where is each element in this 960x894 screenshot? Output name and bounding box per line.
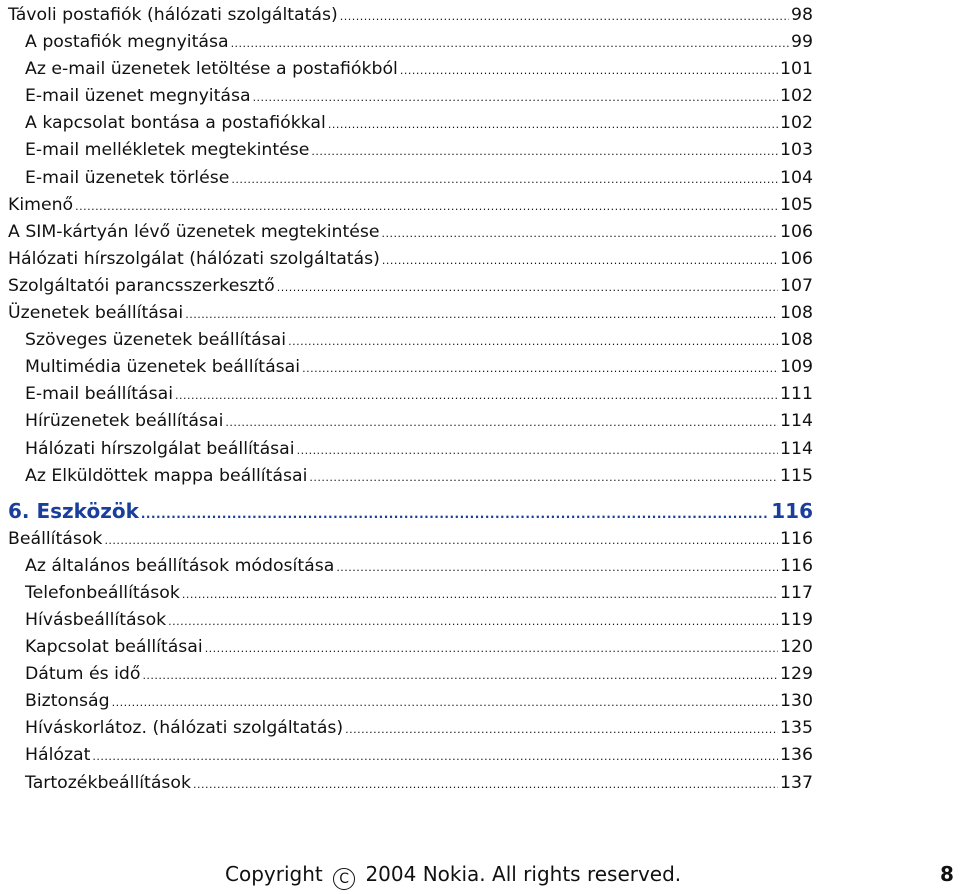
toc-entry-title: Beállítások [8,528,103,549]
toc-dot-leader [92,743,778,770]
toc-dot-leader [382,220,779,247]
toc-entry[interactable] [8,607,813,634]
toc-dot-leader [193,771,778,798]
toc-entry[interactable] [8,165,813,192]
toc-page-number: 114 [780,438,813,459]
toc-entry[interactable] [8,83,813,110]
toc-entry-title: Az általános beállítások módosítása [25,555,335,576]
toc-dot-leader [311,138,778,165]
toc-entry-title: Hírüzenetek beállításai [25,411,224,432]
toc-page-number: 117 [780,582,813,603]
toc-page-number: 102 [780,86,813,107]
toc-entry[interactable] [8,29,813,56]
toc-entry-title: Távoli postafiók (hálózati szolgáltatás) [8,5,338,25]
toc-entry-title: Híváskorlátoz. (hálózati szolgáltatás) [25,718,344,739]
toc-entry-title: Az Elküldöttek mappa beállításai [25,465,308,486]
toc-entry[interactable] [8,634,813,661]
toc-entry-title: Biztonság [25,691,110,712]
toc-entry[interactable] [8,526,813,553]
toc-entry[interactable] [8,192,813,219]
toc-entry-title: Az e-mail üzenetek letöltése a postafiókból [25,59,398,80]
toc-entry-title: Hálózati hírszolgálat beállításai [25,438,295,459]
toc-entry-title: Üzenetek beállításai [8,303,184,324]
toc-page-number: 98 [791,5,813,25]
toc-dot-leader [382,247,778,274]
toc-entry-title: A postafiók megnyitása [25,32,229,53]
toc-dot-leader [297,437,778,464]
toc-entry[interactable] [8,580,813,607]
toc-page-number: 111 [780,384,813,405]
toc-dot-leader [225,409,778,436]
toc-entry[interactable] [8,688,813,715]
toc-dot-leader [112,689,778,716]
toc-page-number: 102 [780,113,813,134]
toc-page-number: 119 [780,609,813,630]
toc-dot-leader [340,3,789,30]
toc-page-number: 115 [780,465,813,486]
toc-page-number: 120 [780,637,813,658]
toc-entry-title: A kapcsolat bontása a postafiókkal [25,113,326,134]
toc-entry[interactable] [8,770,813,797]
toc-page-number: 108 [780,330,813,351]
toc-dot-leader [309,464,778,491]
toc-entry-title: Kapcsolat beállításai [25,637,203,658]
toc-entry-title: Hálózati hírszolgálat (hálózati szolgáltatás) [8,248,380,269]
table-of-contents [8,2,813,797]
toc-page-number: 103 [780,140,813,161]
toc-page-number: 116 [771,498,813,523]
toc-entry-title: Dátum és idő [25,664,141,685]
toc-entry-title: Telefonbeállítások [25,582,180,603]
toc-entry-title: Szöveges üzenetek beállításai [25,330,287,351]
toc-dot-leader [302,355,778,382]
toc-dot-leader [253,84,778,111]
toc-page-number: 136 [780,745,813,766]
toc-dot-leader [345,716,778,743]
toc-entry-title: 6. Eszközök [8,498,139,523]
toc-dot-leader [142,662,778,689]
toc-entry[interactable] [8,463,813,490]
toc-entry[interactable] [8,354,813,381]
toc-entry[interactable] [8,436,813,463]
toc-entry-title: A SIM-kártyán lévő üzenetek megtekintése [8,221,380,242]
toc-dot-leader [175,382,778,409]
toc-page-number: 116 [780,528,813,549]
toc-dot-leader [104,527,778,554]
toc-page-number: 114 [780,411,813,432]
toc-entry-title: Multimédia üzenetek beállításai [25,357,301,378]
copyright-icon: C [333,868,355,890]
toc-dot-leader [328,111,778,138]
toc-dot-leader [336,554,778,581]
toc-dot-leader [277,274,778,301]
toc-dot-leader [231,166,778,193]
toc-dot-leader [205,635,778,662]
toc-entry-title: Tartozékbeállítások [25,772,191,793]
toc-entry[interactable] [8,2,813,29]
toc-page-number: 105 [780,194,813,215]
toc-entry[interactable] [8,137,813,164]
toc-dot-leader [400,57,778,84]
toc-page-number: 108 [780,303,813,324]
toc-entry-title: Hívásbeállítások [25,609,167,630]
toc-entry[interactable] [8,715,813,742]
toc-page-number: 106 [780,248,813,269]
toc-dot-leader [231,30,789,57]
toc-entry[interactable] [8,246,813,273]
copyright-suffix: 2004 Nokia. All rights reserved. [365,862,682,886]
toc-entry[interactable] [8,553,813,580]
toc-entry[interactable] [8,56,813,83]
toc-dot-leader [288,328,778,355]
toc-entry[interactable] [8,381,813,408]
toc-chapter-heading[interactable] [8,491,813,531]
toc-entry-title: Kimenő [8,194,74,215]
toc-page-number: 107 [780,275,813,296]
toc-entry[interactable] [8,661,813,688]
toc-entry-title: Hálózat [25,745,91,766]
toc-dot-leader [182,581,778,608]
toc-entry[interactable] [8,408,813,435]
copyright-prefix: Copyright [225,862,323,886]
toc-dot-leader [75,193,778,220]
page-number: 8 [940,862,954,886]
toc-entry-title: E-mail üzenetek törlése [25,167,230,188]
toc-page-number: 104 [780,167,813,188]
toc-entry[interactable] [8,327,813,354]
toc-page-number: 129 [780,664,813,685]
toc-page-number: 106 [780,221,813,242]
toc-page-number: 116 [780,555,813,576]
toc-entry-title: E-mail mellékletek megtekintése [25,140,310,161]
toc-entry-title: E-mail üzenet megnyitása [25,86,251,107]
toc-page-number: 109 [780,357,813,378]
toc-page-number: 99 [791,32,813,53]
toc-page-number: 137 [780,772,813,793]
toc-entry-title: Szolgáltatói parancsszerkesztő [8,275,275,296]
toc-entry[interactable] [8,742,813,769]
toc-entry[interactable] [8,273,813,300]
toc-page-number: 101 [780,59,813,80]
toc-dot-leader [185,301,778,328]
toc-entry[interactable] [8,110,813,137]
copyright-footer [225,862,681,890]
toc-dot-leader [168,608,778,635]
toc-page-number: 135 [780,718,813,739]
toc-page-number: 130 [780,691,813,712]
toc-entry-title: E-mail beállításai [25,384,174,405]
toc-entry[interactable] [8,300,813,327]
toc-entry[interactable] [8,219,813,246]
